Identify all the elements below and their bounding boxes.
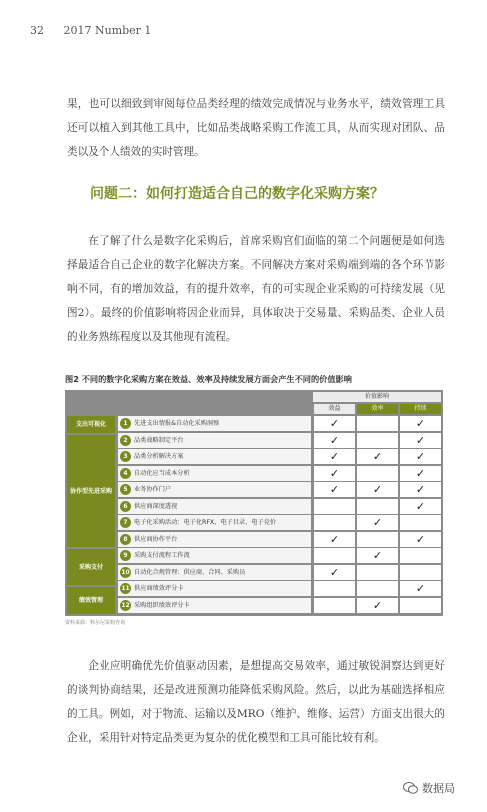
table-row xyxy=(118,466,440,481)
check-cell xyxy=(314,598,355,613)
check-cell: ✓ xyxy=(357,548,398,563)
column-header-benefit: 效益 xyxy=(314,404,355,414)
category-performance-mgmt: 绩效管理 xyxy=(67,587,115,614)
issue-label: 2017 Number 1 xyxy=(63,24,152,37)
row-label: 采购组织绩效评分卡 xyxy=(118,598,311,613)
table-row xyxy=(118,482,440,497)
check-cell: ✓ xyxy=(314,416,355,431)
watermark xyxy=(403,780,455,796)
figure-table xyxy=(65,390,443,616)
check-cell xyxy=(400,515,441,530)
check-cell: ✓ xyxy=(400,466,441,481)
check-cell: ✓ xyxy=(400,532,441,547)
check-cell: ✓ xyxy=(314,482,355,497)
watermark-label: 数据局 xyxy=(422,782,455,795)
check-cell: ✓ xyxy=(357,598,398,613)
table-row xyxy=(118,499,440,514)
check-cell: ✓ xyxy=(357,482,398,497)
paragraph-1: 果，也可以细致到审阅每位品类经理的绩效完成情况与业务水平，绩效管理工具还可以植入到其他工具中，比如品类战略采购工作流工具，从而实现对团队、品类以及个人绩效的实时管理。 xyxy=(67,98,445,158)
paragraph-3: 企业应明确优先价值驱动因素，是想提高交易效率，通过敏锐洞察达到更好的谈判协商结果，还是改进预测功能降低采购风险。然后，以此为基础选择相应的工具。例如，对于物流、运输以及MRO（维护、维修、运营）方面支出很大的企业，采用针对特定品类更为复杂的优化模型和工具可能比较有利。 xyxy=(67,660,445,744)
check-cell xyxy=(400,565,441,580)
check-cell xyxy=(314,548,355,563)
check-cell xyxy=(357,581,398,596)
check-cell xyxy=(357,532,398,547)
check-cell xyxy=(357,433,398,448)
table-row xyxy=(118,598,440,613)
row-label: 品类战略制定平台 xyxy=(118,433,311,448)
row-number-badge: 7 xyxy=(120,517,131,528)
row-label: 采购支付流程工作流 xyxy=(118,548,311,563)
row-label: 供应商深度透视 xyxy=(118,499,311,514)
category-procure-to-pay: 采购支付 xyxy=(67,549,115,585)
row-label: 供应商绩效评分卡 xyxy=(118,581,311,596)
column-header-efficiency: 效率 xyxy=(357,404,398,414)
check-cell: ✓ xyxy=(400,416,441,431)
category-collaborative-sourcing: 协作型先进采购 xyxy=(67,435,115,547)
row-number-badge: 5 xyxy=(120,484,131,495)
paragraph-2: 在了解了什么是数字化采购后，首席采购官们面临的第二个问题便是如何选择最适合自己企业的数字化解决方案。不同解决方案对采购端到端的各个环节影响不同，有的增加效益，有的提升效率，有的可实现企业采购的可持续发展（见图2）。最终的价值影响将因企业而异，具体取决于交易量、采购品类、企业人员的业务熟练程度以及其他现有流程。 xyxy=(67,235,445,343)
check-cell: ✓ xyxy=(314,433,355,448)
check-cell: ✓ xyxy=(314,449,355,464)
check-cell xyxy=(357,499,398,514)
column-header-sustainability: 持续 xyxy=(400,404,441,414)
check-cell: ✓ xyxy=(314,532,355,547)
check-cell: ✓ xyxy=(400,499,441,514)
check-cell: ✓ xyxy=(314,565,355,580)
table-row xyxy=(118,416,440,431)
value-impact-header: 价值影响 xyxy=(313,392,441,402)
table-row xyxy=(118,433,440,448)
row-label: 自动化合规管理：供应商、合同、采购员 xyxy=(118,565,311,580)
table-row xyxy=(118,449,440,464)
table-row xyxy=(118,565,440,580)
row-number-badge: 11 xyxy=(121,585,130,592)
row-number-badge: 8 xyxy=(120,534,131,545)
table-row xyxy=(118,581,440,596)
row-number-badge: 4 xyxy=(120,468,131,479)
row-label: 电子化采购活动：电子化RFX、电子目录、电子竞价 xyxy=(118,515,311,530)
section-heading: 问题二：如何打造适合自己的数字化采购方案？ xyxy=(90,186,384,202)
row-number-badge: 2 xyxy=(120,435,131,446)
row-number-badge: 9 xyxy=(120,550,131,561)
check-cell: ✓ xyxy=(400,449,441,464)
check-cell: ✓ xyxy=(357,515,398,530)
check-cell xyxy=(357,466,398,481)
row-label: 供应商协作平台 xyxy=(118,532,311,547)
row-number-badge: 6 xyxy=(120,501,131,512)
table-row xyxy=(118,515,440,530)
row-label: 业务协作门户 xyxy=(118,482,311,497)
check-cell xyxy=(400,598,441,613)
check-cell xyxy=(357,416,398,431)
row-label: 自动化应当成本分析 xyxy=(118,466,311,481)
table-row xyxy=(118,532,440,547)
check-cell: ✓ xyxy=(357,449,398,464)
check-cell: ✓ xyxy=(400,482,441,497)
wechat-icon xyxy=(403,782,418,794)
check-cell xyxy=(357,565,398,580)
check-cell xyxy=(314,581,355,596)
row-label: 品类分析解决方案 xyxy=(118,449,311,464)
check-cell xyxy=(400,548,441,563)
table-row xyxy=(118,548,440,563)
row-label: 先进支出情报&自动化采购洞察 xyxy=(118,416,311,431)
row-number-badge: 1 xyxy=(120,418,131,429)
check-cell xyxy=(314,515,355,530)
row-number-badge: 12 xyxy=(121,601,130,609)
category-spend-visibility: 支出可视化 xyxy=(67,416,115,433)
row-number-badge: 3 xyxy=(120,451,131,462)
check-cell: ✓ xyxy=(400,581,441,596)
page-header xyxy=(30,24,151,37)
check-cell xyxy=(314,499,355,514)
check-cell: ✓ xyxy=(314,466,355,481)
row-number-badge: 10 xyxy=(121,568,130,576)
check-cell: ✓ xyxy=(400,433,441,448)
figure-source: 资料来源：科尔尼采购咨询 xyxy=(65,620,126,626)
figure-caption: 图2 不同的数字化采购方案在效益、效率及持续发展方面会产生不同的价值影响 xyxy=(65,374,352,384)
page-number: 32 xyxy=(30,24,44,37)
